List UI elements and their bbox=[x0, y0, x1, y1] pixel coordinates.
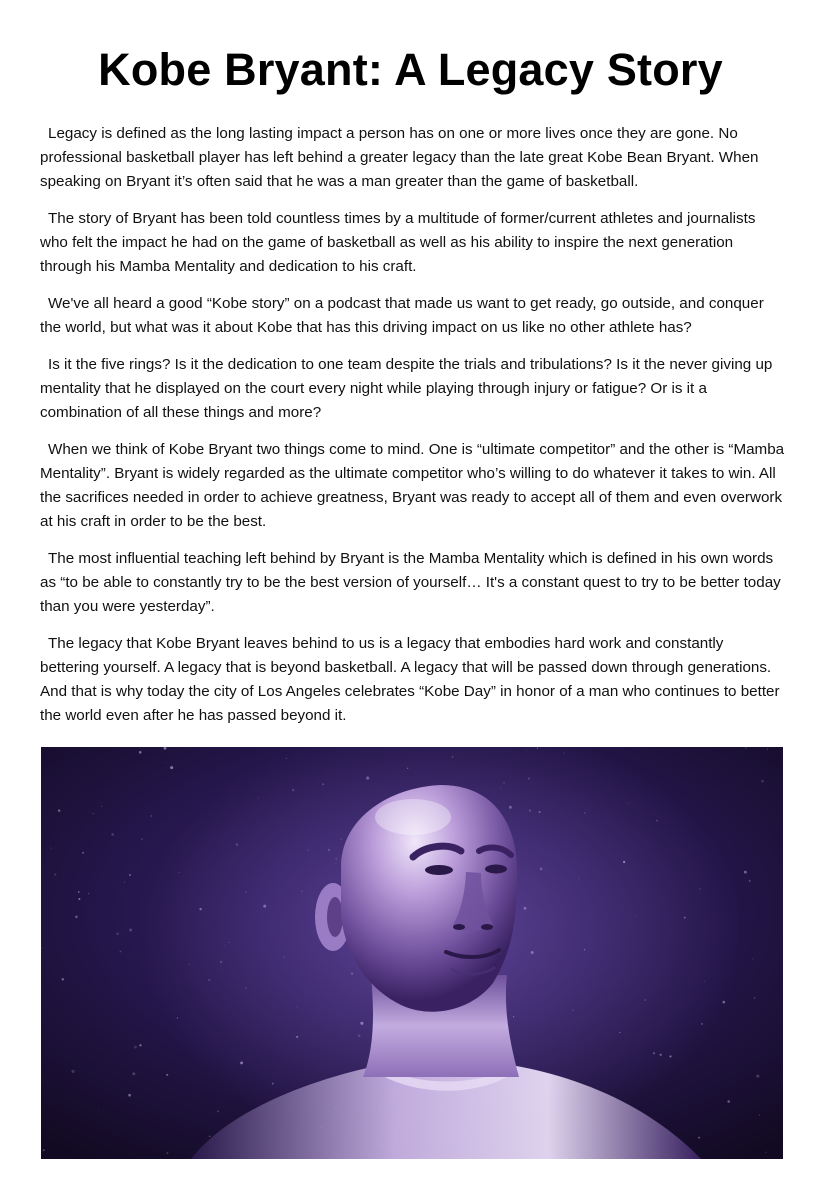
grain-speck bbox=[509, 806, 512, 809]
grain-speck bbox=[78, 891, 80, 893]
grain-speck bbox=[166, 1152, 168, 1154]
grain-speck bbox=[101, 806, 102, 807]
paragraph: Is it the five rings? Is it the dedication to one team despite the trials and tribulations? Is it the never giving up mentality that he displayed on the court every night while playing through injury or fatigue? Or is it a combination of all these things and more? bbox=[40, 356, 773, 421]
grain-speck bbox=[177, 1017, 178, 1018]
grain-speck bbox=[578, 878, 579, 879]
grain-speck bbox=[752, 959, 753, 960]
grain-speck bbox=[328, 849, 330, 851]
page-title: Kobe Bryant: A Legacy Story bbox=[98, 44, 723, 95]
grain-speck bbox=[50, 848, 51, 849]
grain-speck bbox=[537, 748, 538, 749]
grain-speck bbox=[659, 1054, 661, 1056]
grain-speck bbox=[722, 1001, 725, 1004]
grain-speck bbox=[584, 812, 585, 813]
grain-speck bbox=[128, 1094, 131, 1097]
grain-speck bbox=[111, 833, 114, 836]
grain-speck bbox=[765, 1152, 766, 1153]
grain-speck bbox=[229, 942, 230, 943]
grain-speck bbox=[209, 1135, 211, 1137]
grain-speck bbox=[286, 758, 287, 759]
grain-speck bbox=[71, 1070, 74, 1073]
grain-speck bbox=[43, 1149, 45, 1151]
grain-speck bbox=[684, 917, 686, 919]
grain-speck bbox=[351, 972, 353, 974]
grain-speck bbox=[745, 747, 747, 749]
grain-speck bbox=[698, 1137, 700, 1139]
grain-speck bbox=[336, 864, 337, 865]
grain-speck bbox=[669, 1055, 671, 1057]
paragraph: Legacy is defined as the long lasting impact a person has on one or more lives once they are gone. No professional basketball player has left behind a greater legacy than the late great Kobe Bean Bryant. When speaking on Bryant it’s often said that he was a man greater than the game of basketball. bbox=[40, 125, 759, 190]
paragraph: The story of Bryant has been told countless times by a multitude of former/current athletes and journalists who felt the impact he had on the game of basketball as well as his ability to inspire the next generation through his Mamba Mentality and dedication to his craft. bbox=[40, 210, 756, 275]
grain-speck bbox=[62, 978, 65, 981]
grain-speck bbox=[653, 1052, 655, 1054]
grain-speck bbox=[756, 1075, 759, 1078]
grain-speck bbox=[220, 961, 222, 963]
grain-speck bbox=[503, 782, 505, 784]
grain-speck bbox=[500, 787, 501, 788]
grain-speck bbox=[644, 999, 646, 1001]
grain-speck bbox=[296, 1036, 298, 1038]
grain-speck bbox=[636, 916, 637, 917]
grain-speck bbox=[528, 778, 530, 780]
grain-speck bbox=[623, 861, 625, 863]
grain-speck bbox=[727, 1100, 730, 1103]
grain-speck bbox=[246, 988, 247, 989]
grain-speck bbox=[139, 751, 142, 754]
grain-speck bbox=[540, 868, 543, 871]
grain-speck bbox=[563, 752, 564, 753]
grain-speck bbox=[54, 873, 56, 875]
grain-speck bbox=[529, 809, 531, 811]
grain-speck bbox=[75, 916, 77, 918]
grain-speck bbox=[308, 850, 309, 851]
grain-speck bbox=[526, 750, 527, 751]
grain-speck bbox=[341, 838, 343, 840]
grain-speck bbox=[208, 979, 210, 981]
grain-speck bbox=[132, 1072, 135, 1075]
grain-speck bbox=[619, 1032, 620, 1033]
grain-speck bbox=[360, 1022, 363, 1025]
grain-speck bbox=[701, 1023, 703, 1025]
head-highlight bbox=[375, 799, 451, 835]
grain-speck bbox=[767, 749, 768, 750]
grain-speck bbox=[452, 756, 454, 758]
grain-speck bbox=[189, 964, 191, 966]
grain-speck bbox=[134, 1046, 137, 1049]
grain-speck bbox=[584, 949, 585, 950]
grain-speck bbox=[236, 843, 239, 846]
portrait-photo bbox=[41, 747, 783, 1159]
grain-speck bbox=[98, 1110, 99, 1111]
grain-speck bbox=[302, 891, 303, 892]
grain-speck bbox=[656, 820, 658, 822]
grain-speck bbox=[284, 957, 285, 958]
grain-speck bbox=[129, 874, 131, 876]
grain-speck bbox=[572, 1010, 573, 1011]
grain-speck bbox=[759, 1114, 760, 1115]
grain-speck bbox=[217, 1110, 219, 1112]
paragraph: We've all heard a good “Kobe story” on a podcast that made us want to get ready, go outside, and conquer the world, but what was it about Kobe that has this driving impact on us like no other athlete has? bbox=[40, 295, 764, 336]
grain-speck bbox=[88, 893, 89, 894]
grain-speck bbox=[513, 1016, 514, 1017]
article-body bbox=[40, 122, 785, 741]
grain-speck bbox=[749, 880, 751, 882]
eye-left bbox=[425, 865, 453, 875]
portrait-image bbox=[41, 747, 783, 1159]
grain-speck bbox=[78, 898, 80, 900]
paragraph: The most influential teaching left behind by Bryant is the Mamba Mentality which is defined in his own words as “to be able to constantly try to be the best version of yourself… It's a constant quest to try to be better today than you were yesterday”. bbox=[40, 550, 781, 615]
paragraph: When we think of Kobe Bryant two things come to mind. One is “ultimate competitor” and the other is “Mamba Mentality”. Bryant is widely regarded as the ultimate competitor who’s willing to do whatever it takes to win. All the sacrifices needed in order to achieve greatness, Bryant was ready to accept all of them and even overwork at his craft in order to be the best. bbox=[40, 441, 785, 530]
eye-right bbox=[485, 865, 507, 874]
paragraph: The legacy that Kobe Bryant leaves behind to us is a legacy that embodies hard work and constantly bettering yourself. A legacy that is beyond basketball. A legacy that will be passed down through generations. And that is why today the city of Los Angeles celebrates “Kobe Day” in honor of a man who continues to better the world even after he has passed beyond it. bbox=[40, 635, 780, 724]
grain-speck bbox=[124, 882, 125, 883]
grain-speck bbox=[225, 946, 226, 947]
grain-speck bbox=[539, 811, 541, 813]
grain-speck bbox=[82, 852, 84, 854]
grain-speck bbox=[93, 813, 94, 814]
grain-speck bbox=[296, 1006, 297, 1007]
grain-speck bbox=[704, 981, 705, 982]
grain-speck bbox=[240, 1061, 243, 1064]
grain-speck bbox=[139, 1044, 141, 1046]
grain-speck bbox=[335, 857, 337, 859]
grain-speck bbox=[58, 809, 61, 812]
grain-speck bbox=[179, 872, 180, 873]
grain-speck bbox=[199, 908, 201, 910]
grain-speck bbox=[120, 951, 122, 953]
grain-speck bbox=[129, 928, 132, 931]
grain-speck bbox=[407, 768, 408, 769]
grain-speck bbox=[141, 838, 143, 840]
grain-speck bbox=[263, 905, 266, 908]
grain-speck bbox=[150, 815, 151, 816]
grain-speck bbox=[699, 888, 700, 889]
grain-speck bbox=[166, 1074, 168, 1076]
grain-speck bbox=[754, 997, 756, 999]
grain-speck bbox=[531, 951, 534, 954]
grain-speck bbox=[761, 780, 764, 783]
grain-speck bbox=[166, 762, 167, 763]
grain-speck bbox=[366, 777, 369, 780]
grain-speck bbox=[245, 892, 247, 894]
grain-speck bbox=[358, 1034, 361, 1037]
grain-speck bbox=[322, 783, 324, 785]
grain-speck bbox=[272, 1083, 274, 1085]
grain-speck bbox=[744, 871, 747, 874]
grain-speck bbox=[627, 803, 628, 804]
grain-speck bbox=[524, 907, 527, 910]
grain-speck bbox=[116, 932, 119, 935]
grain-speck bbox=[170, 766, 173, 769]
grain-speck bbox=[292, 789, 294, 791]
grain-speck bbox=[258, 797, 259, 798]
